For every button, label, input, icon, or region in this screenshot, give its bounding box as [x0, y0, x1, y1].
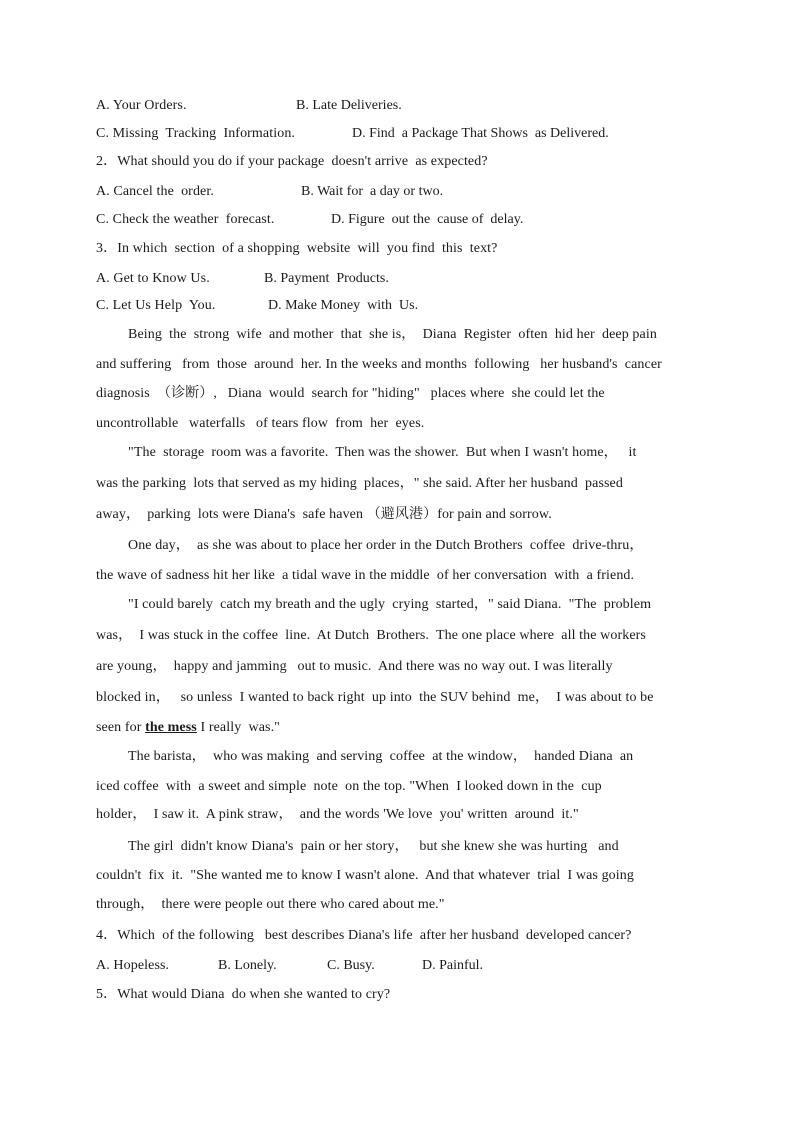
passage-line: "I could barely catch my breath and the ugly crying started，" said Diana. "The problem — [128, 597, 652, 612]
passage-line-underlined — [96, 719, 280, 737]
q5-question: 5．What would Diana do when she wanted to cry? — [96, 987, 391, 1002]
passage-line: was the parking lots that served as my hiding places，" she said. After her husband passed — [96, 476, 623, 491]
passage-line: and suffering from those around her. In the weeks and months following her husband's cancer — [96, 357, 662, 372]
q4-option-c: C. Busy. — [327, 958, 375, 973]
q4-option-b: B. Lonely. — [218, 958, 277, 973]
passage-line: through， there were people out there who cared about me." — [96, 897, 445, 912]
passage-line: couldn't fix it. "She wanted me to know I wasn't alone. And that whatever trial I was going — [96, 868, 634, 883]
passage-line: was， I was stuck in the coffee line. At Dutch Brothers. The one place where all the workers — [96, 628, 646, 643]
q3-question: 3．In which section of a shopping website will you find this text? — [96, 241, 498, 256]
passage-line: holder， I saw it. A pink straw， and the words 'We love you' written around it." — [96, 807, 579, 822]
passage-line: blocked in， so unless I wanted to back right up into the SUV behind me， I was about to be — [96, 690, 654, 705]
passage-text: seen for — [96, 720, 146, 735]
passage-line: are young， happy and jamming out to music. And there was no way out. I was literally — [96, 659, 613, 674]
passage-line: the wave of sadness hit her like a tidal wave in the middle of her conversation with a friend. — [96, 568, 635, 583]
passage-line: diagnosis （诊断）, Diana would search for "hiding" places where she could let the — [96, 386, 605, 401]
q1-option-d: D. Find a Package That Shows as Delivered. — [352, 126, 609, 141]
q3-option-b: B. Payment Products. — [264, 271, 389, 286]
passage-line: Being the strong wife and mother that she is， Diana Register often hid her deep pain — [128, 327, 657, 342]
q3-option-c: C. Let Us Help You. — [96, 298, 216, 313]
passage-line: "The storage room was a favorite. Then was the shower. But when I wasn't home， it — [128, 445, 637, 460]
q2-option-c: C. Check the weather forecast. — [96, 212, 275, 227]
passage-text: I really was." — [196, 720, 280, 735]
q4-question: 4．Which of the following best describes Diana's life after her husband developed cancer? — [96, 928, 632, 943]
q4-option-d: D. Painful. — [422, 958, 484, 973]
q1-option-a: A. Your Orders. — [96, 98, 187, 113]
passage-line: iced coffee with a sweet and simple note on the top. "When I looked down in the cup — [96, 779, 602, 794]
q2-option-b: B. Wait for a day or two. — [301, 184, 444, 199]
passage-line: uncontrollable waterfalls of tears flow from her eyes. — [96, 416, 425, 431]
q1-option-b: B. Late Deliveries. — [296, 98, 402, 113]
q3-option-d: D. Make Money with Us. — [268, 298, 419, 313]
underlined-phrase: the mess — [145, 720, 197, 735]
passage-line: The girl didn't know Diana's pain or her story， but she knew she was hurting and — [128, 839, 619, 854]
q4-option-a: A. Hopeless. — [96, 958, 170, 973]
passage-line: away， parking lots were Diana's safe haven （避风港）for pain and sorrow. — [96, 507, 552, 522]
q2-question: 2．What should you do if your package doesn't arrive as expected? — [96, 154, 488, 169]
passage-line: One day， as she was about to place her order in the Dutch Brothers coffee drive-thru， — [128, 538, 644, 553]
q2-option-a: A. Cancel the order. — [96, 184, 214, 199]
q3-option-a: A. Get to Know Us. — [96, 271, 210, 286]
q2-option-d: D. Figure out the cause of delay. — [331, 212, 524, 227]
q1-option-c: C. Missing Tracking Information. — [96, 126, 296, 141]
passage-line: The barista， who was making and serving coffee at the window， handed Diana an — [128, 749, 634, 764]
